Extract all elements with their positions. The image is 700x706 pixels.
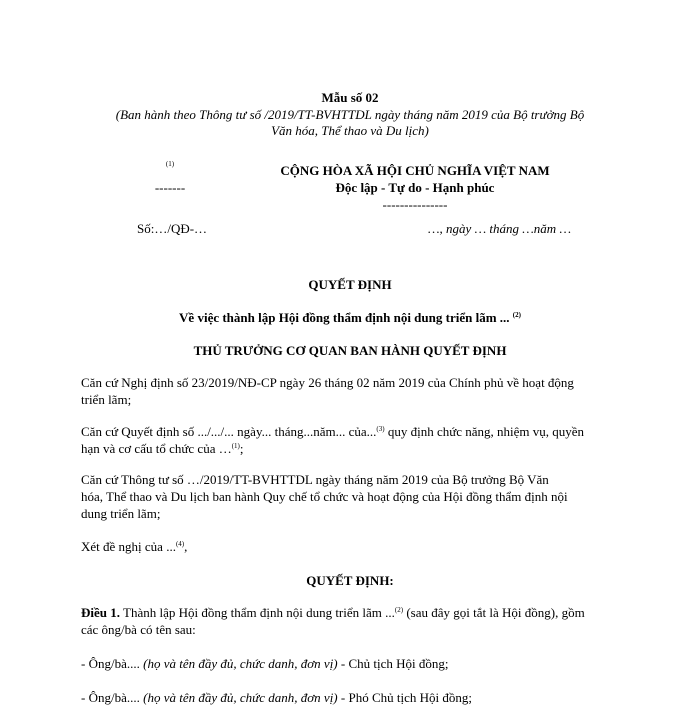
basis-3-line-1: Căn cứ Thông tư số …/2019/TT-BVHTTDL ngày tháng năm 2019 của Bộ trưởng Bộ Văn — [81, 472, 549, 487]
decision-heading: QUYẾT ĐỊNH: — [306, 573, 394, 588]
basis-paragraph-2 — [81, 423, 617, 457]
article-1 — [81, 604, 617, 638]
basis-3-line-2: hóa, Thể thao và Du lịch ban hành Quy chế tổ chức và hoạt động của Hội đồng thẩm định nội — [81, 489, 568, 504]
left-note: (1) — [165, 160, 175, 168]
proposal-note: (4) — [175, 540, 185, 548]
member-item: - Ông/bà.... (họ và tên đầy đủ, chức danh, đơn vị) - Phó Chủ tịch Hội đồng; — [81, 690, 472, 705]
issued-line-2: Văn hóa, Thể thao và Du lịch) — [271, 123, 429, 138]
basis-paragraph-1 — [81, 374, 617, 408]
left-dashes: ------- — [154, 180, 186, 195]
motto: Độc lập - Tự do - Hạnh phúc — [335, 180, 495, 195]
basis-2-note-3: (3) — [376, 425, 385, 433]
article-1-note: (2) — [394, 606, 404, 614]
basis-paragraph-3 — [81, 471, 617, 522]
article-1-line-2: các ông/bà có tên sau: — [81, 622, 196, 637]
decision-subject — [0, 310, 700, 325]
member-item: - Ông/bà.... (họ và tên đầy đủ, chức danh, đơn vị) - Chủ tịch Hội đồng; — [81, 656, 449, 671]
issuing-authority: THỦ TRƯỞNG CƠ QUAN BAN HÀNH QUYẾT ĐỊNH — [193, 343, 507, 358]
subject-note: (2) — [512, 311, 521, 319]
basis-2-line-2: hạn và cơ cấu tổ chức của …$^{(1)}$; — [81, 441, 244, 456]
decision-title: QUYẾT ĐỊNH — [308, 277, 392, 292]
nation-title: CỘNG HÒA XÃ HỘI CHỦ NGHĨA VIỆT NAM — [280, 163, 550, 178]
date-line: …, ngày … tháng …năm … — [428, 221, 572, 236]
form-number: Mẫu số 02 — [321, 90, 379, 105]
basis-1-line-2: triển lãm; — [81, 392, 132, 407]
article-1-label: Điều 1. — [81, 605, 120, 620]
basis-1-line-1: Căn cứ Nghị định số 23/2019/NĐ-CP ngày 26 tháng 02 năm 2019 của Chính phủ về hoạt động — [81, 375, 574, 390]
issued-line-1: (Ban hành theo Thông tư số /2019/TT-BVHTTDL ngày tháng năm 2019 của Bộ trưởng Bộ — [115, 107, 585, 122]
document-number: Số:…/QĐ-… — [137, 221, 208, 236]
subject-text: Về việc thành lập Hội đồng thẩm định nội dung triển lãm ... — [179, 310, 510, 325]
basis-2-note-1: (1) — [231, 442, 240, 450]
proposal-paragraph: Xét đề nghị của ...$^{(4)}$, — [81, 539, 188, 554]
basis-3-line-3: dung triển lãm; — [81, 506, 161, 521]
basis-2-line-1: Căn cứ Quyết định số .../.../... ngày... tháng...năm... của...$^{(3)}$ quy định chức năng, nhiệm vụ, quyền — [81, 424, 585, 439]
motto-dashes: --------------- — [382, 197, 448, 212]
article-1-line-1: Điều 1. Thành lập Hội đồng thẩm định nội dung triển lãm ...$^{(2)}$ (sau đây gọi tắt là Hội đồng), gồm — [81, 605, 585, 620]
